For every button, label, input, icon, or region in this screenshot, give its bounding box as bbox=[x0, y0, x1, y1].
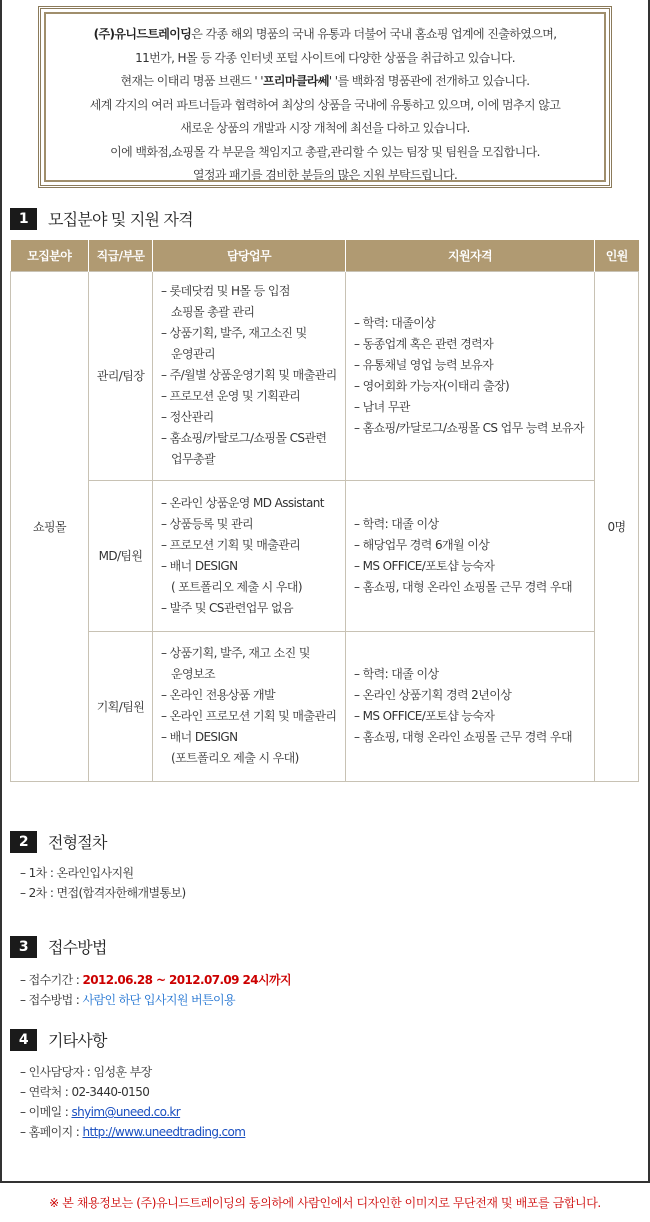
section-title: 접수방법 bbox=[48, 938, 107, 957]
table-row bbox=[11, 480, 639, 631]
header-count: 인원 bbox=[595, 240, 639, 271]
position-cell: 기획/팀원 bbox=[89, 631, 153, 781]
table-header-row bbox=[11, 240, 639, 271]
section-title: 기타사항 bbox=[48, 1031, 107, 1050]
section-number-badge: 1 bbox=[10, 208, 37, 230]
table-row bbox=[11, 271, 639, 480]
section-number-badge: 2 bbox=[10, 831, 37, 853]
section-number-badge: 4 bbox=[10, 1029, 37, 1051]
homepage-link[interactable]: http://www.uneedtrading.com bbox=[82, 1125, 246, 1139]
duties-cell: – 상품기획, 발주, 재고 소진 및 운영보조 – 온라인 전용상품 개발 – 온라인 프로모션 기획 및 매출관리 – 배너 DESIGN (포트폴리오 제출 시 우대) bbox=[153, 631, 346, 781]
section-title: 전형절차 bbox=[48, 833, 107, 852]
section-4-heading bbox=[10, 1028, 107, 1051]
other-info bbox=[20, 1062, 245, 1142]
recruitment-table bbox=[10, 240, 639, 782]
duties-cell: – 온라인 상품운영 MD Assistant – 상품등록 및 관리 – 프로모션 기획 및 매출관리 – 배너 DESIGN ( 포트폴리오 제출 시 우대) – 발주 및 CS관련업무 없음 bbox=[153, 480, 346, 631]
period-value: 2012.06.28 ~ 2012.07.09 24시까지 bbox=[82, 973, 291, 987]
header-duties: 담당업무 bbox=[153, 240, 346, 271]
intro-line-7: 열정과 패기를 겸비한 분들의 많은 지원 부탁드립니다. bbox=[192, 168, 458, 182]
header-position: 직급/부문 bbox=[89, 240, 153, 271]
brand-name: 프리마클라쎄 bbox=[262, 74, 329, 88]
intro-line-5: 새로운 상품의 개발과 시장 개척에 최선을 다하고 있습니다. bbox=[180, 121, 470, 135]
section-number-badge: 3 bbox=[10, 936, 37, 958]
section-1-heading bbox=[10, 207, 193, 230]
qualifications-cell: – 학력: 대졸 이상 – 온라인 상품기획 경력 2년이상 – MS OFFICE/포토샵 능숙자 – 홈쇼핑, 대형 온라인 쇼핑몰 근무 경력 우대 bbox=[346, 631, 595, 781]
qualifications-cell: – 학력: 대졸이상 – 동종업계 혹은 관련 경력자 – 유통채널 영업 능력 보유자 – 영어회화 가능자(이태리 출장) – 남녀 무관 – 홈쇼핑/카달로그/쇼핑몰 CS 업무 능력 보유자 bbox=[346, 271, 595, 480]
contact-phone: – 연락처 : 02-3440-0150 bbox=[20, 1085, 150, 1099]
application-info bbox=[20, 970, 291, 1010]
method-value: 사람인 하단 입사지원 버튼이용 bbox=[82, 993, 236, 1007]
count-cell: 0명 bbox=[595, 271, 639, 781]
section-2-heading bbox=[10, 830, 107, 853]
application-period: – 접수기간 : 2012.06.28 ~ 2012.07.09 24시까지 bbox=[20, 973, 291, 987]
intro-line-2: 11번가, H몰 등 각종 인터넷 포털 사이트에 다양한 상품을 취급하고 있습니다. bbox=[135, 50, 515, 65]
header-qualifications: 지원자격 bbox=[346, 240, 595, 271]
contact-person: – 인사담당자 : 임성훈 부장 bbox=[20, 1065, 152, 1079]
intro-line-6: 이에 백화점,쇼핑몰 각 부문을 책임지고 총괄,관리할 수 있는 팀장 및 팀원을 모집합니다. bbox=[110, 144, 540, 159]
company-intro-box bbox=[38, 6, 612, 188]
section-3-heading bbox=[10, 935, 107, 958]
contact-email: – 이메일 : shyim@uneed.co.kr bbox=[20, 1105, 181, 1119]
header-field: 모집분야 bbox=[11, 240, 89, 271]
copyright-notice: ※ 본 채용정보는 (주)유니드트레이딩의 동의하에 사람인에서 디자인한 이미지로 무단전재 및 배포를 금합니다. bbox=[49, 1196, 601, 1210]
email-link[interactable]: shyim@uneed.co.kr bbox=[71, 1105, 181, 1119]
intro-line-3: 현재는 이태리 명품 브랜드 ' '프리마클라쎄' '를 백화점 명품관에 전개하고 있습니다. bbox=[120, 74, 530, 88]
position-cell: 관리/팀장 bbox=[89, 271, 153, 480]
intro-line-4: 세계 각지의 여러 파트너들과 협력하여 최상의 상품을 국내에 유통하고 있으며, 이에 멈추지 않고 bbox=[89, 97, 561, 112]
duties-cell: – 롯데닷컴 및 H몰 등 입점 쇼핑몰 총괄 관리 – 상품기획, 발주, 재고소진 및 운영관리 – 주/월별 상품운영기획 및 매출관리 – 프로모션 운영 및 기획관리 – 정산관리 – 홈쇼핑/카탈로그/쇼핑몰 CS관련 업무총괄 bbox=[153, 271, 346, 480]
table-row bbox=[11, 631, 639, 781]
company-name: (주)유니드트레이딩 bbox=[93, 27, 192, 41]
qualifications-cell: – 학력: 대졸 이상 – 해당업무 경력 6개월 이상 – MS OFFICE/포토샵 능숙자 – 홈쇼핑, 대형 온라인 쇼핑몰 근무 경력 우대 bbox=[346, 480, 595, 631]
application-method: – 접수방법 : 사람인 하단 입사지원 버튼이용 bbox=[20, 993, 236, 1007]
position-cell: MD/팀원 bbox=[89, 480, 153, 631]
selection-steps bbox=[20, 863, 186, 903]
field-cell: 쇼핑몰 bbox=[11, 271, 89, 781]
step-1: – 1차 : 온라인입사지원 bbox=[20, 866, 134, 880]
contact-homepage: – 홈페이지 : http://www.uneedtrading.com bbox=[20, 1125, 246, 1139]
section-title: 모집분야 및 지원 자격 bbox=[48, 210, 193, 229]
step-2: – 2차 : 면접(합격자한해개별통보) bbox=[20, 886, 186, 900]
intro-line-1: (주)유니드트레이딩은 각종 해외 명품의 국내 유통과 더불어 국내 홈쇼핑 업계에 진출하였으며, bbox=[93, 27, 557, 41]
